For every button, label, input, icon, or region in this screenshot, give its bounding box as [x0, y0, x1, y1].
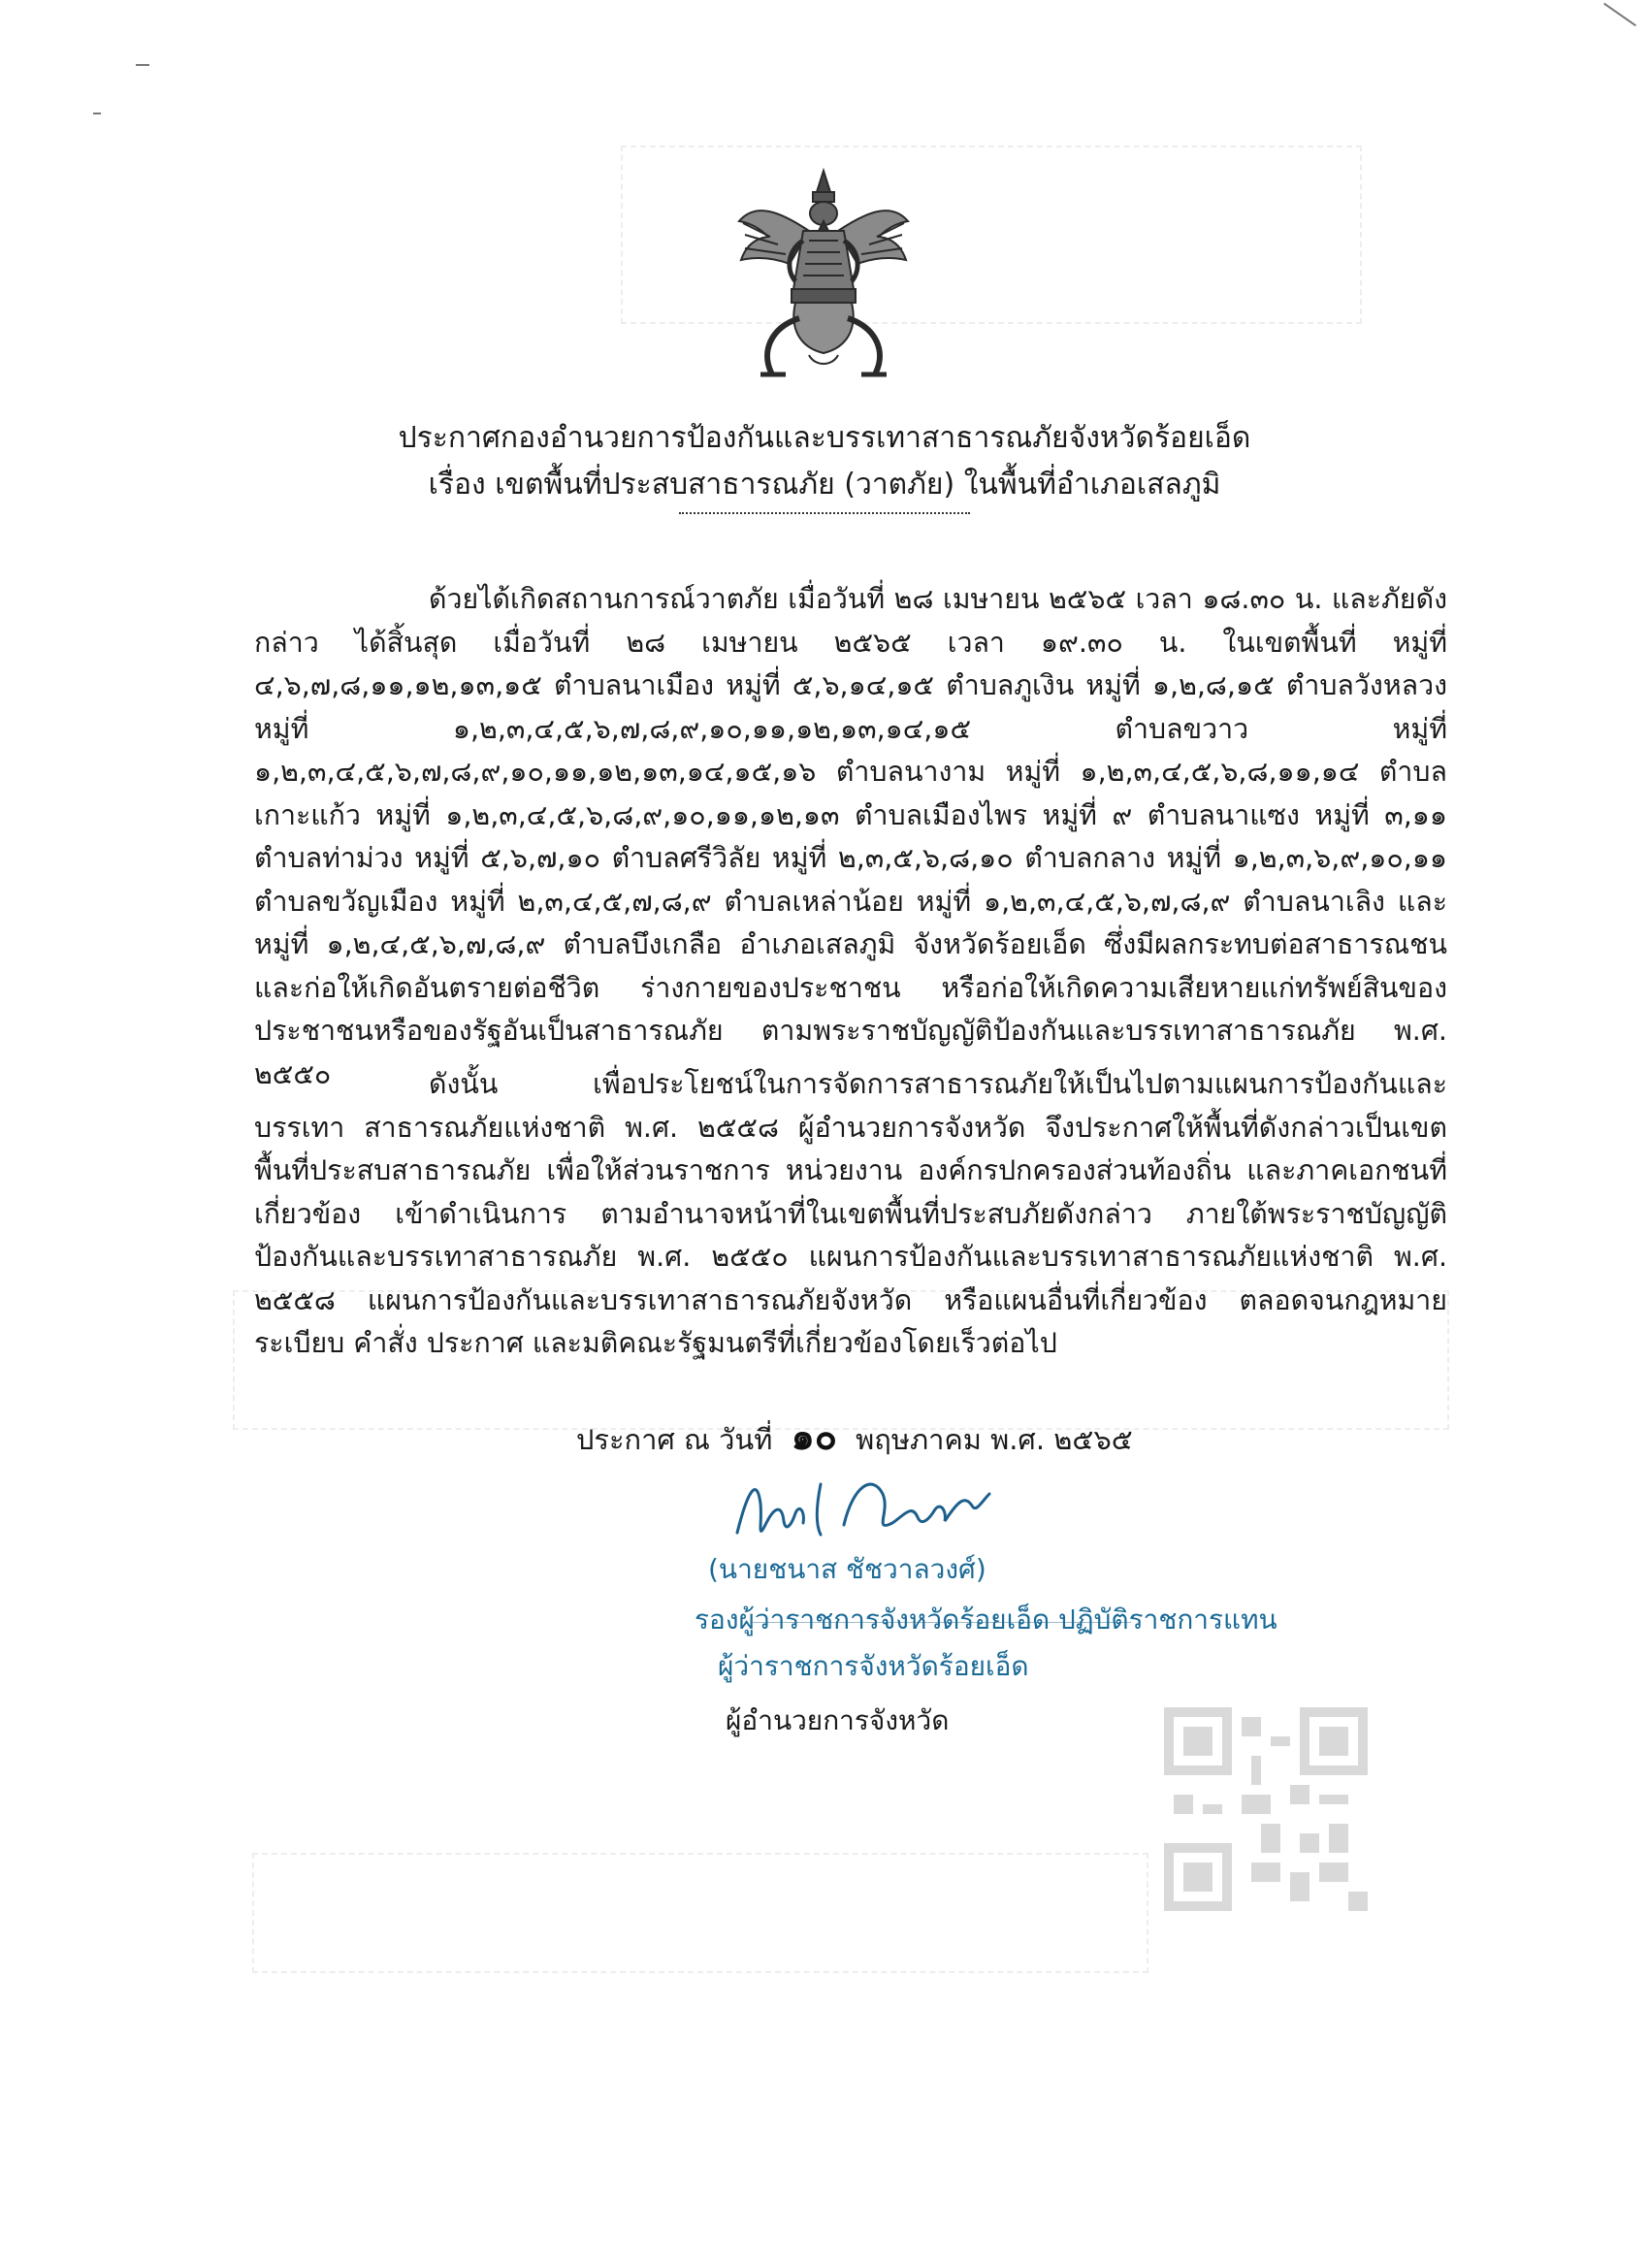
announcement-subject: เรื่อง เขตพื้นที่ประสบสาธารณภัย (วาตภัย) ในพื้นที่อำเภอเสลภูมิ	[428, 468, 1221, 502]
signatory-position-line3: ผู้อำนวยการจังหวัด	[726, 1704, 950, 1736]
scan-mark	[1603, 3, 1636, 27]
scan-mark	[136, 64, 149, 66]
paragraph-declaration: ดังนั้น เพื่อประโยชน์ในการจัดการสาธารณภัยให้เป็นไปตามแผนการป้องกันและบรรเทา สาธารณภัยแห่งชาติ พ.ศ. ๒๕๕๘ ผู้อำนวยการจังหวัด จึงประกาศให้พื้นที่ดังกล่าวเป็นเขตพื้นที่ประสบสาธารณภัย เพื่อให้ส่วนราชการ หน่วยงาน องค์กรปกครองส่วนท้องถิ่น และภาคเอกชนที่เกี่ยวข้อง เข้าดำเนินการ ตามอำนาจหน้าที่ในเขตพื้นที่ประสบภัยดังกล่าว ภายใต้พระราชบัญญัติป้องกันและบรรเทาสาธารณภัย พ.ศ. ๒๕๕๐ แผนการป้องกันและบรรเทาสาธารณภัยแห่งชาติ พ.ศ. ๒๕๕๘ แผนการป้องกันและบรรเทาสาธารณภัยจังหวัด หรือแผนอื่นที่เกี่ยวข้อง ตลอดจนกฎหมาย ระเบียบ คำสั่ง ประกาศ และมติคณะรัฐมนตรีที่เกี่ยวข้องโดยเร็วต่อไป	[254, 1068, 1447, 1359]
title-divider	[679, 512, 970, 514]
handwritten-signature	[728, 1465, 999, 1552]
date-prefix: ประกาศ ณ วันที่	[576, 1423, 773, 1456]
scan-mark	[93, 113, 101, 114]
garuda-emblem-icon	[731, 163, 916, 386]
announcement-title: ประกาศกองอำนวยการป้องกันและบรรเทาสาธารณภัยจังหวัดร้อยเอ็ด	[398, 421, 1251, 455]
signatory-position-line2: ผู้ว่าราชการจังหวัดร้อยเอ็ด	[718, 1650, 1029, 1682]
signatory-position-line1: รองผู้ว่าราชการจังหวัดร้อยเอ็ด ปฏิบัติราชการแทน	[695, 1604, 1277, 1636]
announcement-date	[576, 1407, 1133, 1466]
date-suffix: พฤษภาคม พ.ศ. ๒๕๖๕	[856, 1423, 1133, 1456]
date-day: ๑๐	[791, 1415, 837, 1458]
paragraph-incident: ด้วยได้เกิดสถานการณ์วาตภัย เมื่อวันที่ ๒๘ เมษายน ๒๕๖๕ เวลา ๑๘.๓๐ น. และภัยดังกล่าว ได้สิ้นสุด เมื่อวันที่ ๒๘ เมษายน ๒๕๖๕ เวลา ๑๙.๓๐ น. ในเขตพื้นที่ หมู่ที่ ๔,๖,๗,๘,๑๑,๑๒,๑๓,๑๕ ตำบลนาเมือง หมู่ที่ ๕,๖,๑๔,๑๕ ตำบลภูเงิน หมู่ที่ ๑,๒,๘,๑๕ ตำบลวังหลวง หมู่ที่ ๑,๒,๓,๔,๕,๖,๗,๘,๙,๑๐,๑๑,๑๒,๑๓,๑๔,๑๕ ตำบลขวาว หมู่ที่ ๑,๒,๓,๔,๕,๖,๗,๘,๙,๑๐,๑๑,๑๒,๑๓,๑๔,๑๕,๑๖ ตำบลนางาม หมู่ที่ ๑,๒,๓,๔,๕,๖,๘,๑๑,๑๔ ตำบลเกาะแก้ว หมู่ที่ ๑,๒,๓,๔,๕,๖,๘,๙,๑๐,๑๑,๑๒,๑๓ ตำบลเมืองไพร หมู่ที่ ๙ ตำบลนาแซง หมู่ที่ ๓,๑๑ ตำบลท่าม่วง หมู่ที่ ๕,๖,๗,๑๐ ตำบลศรีวิลัย หมู่ที่ ๒,๓,๕,๖,๘,๑๐ ตำบลกลาง หมู่ที่ ๑,๒,๓,๖,๙,๑๐,๑๑ ตำบลขวัญเมือง หมู่ที่ ๒,๓,๔,๕,๗,๘,๙ ตำบลเหล่าน้อย หมู่ที่ ๑,๒,๓,๔,๕,๖,๗,๘,๙ ตำบลนาเลิง และ หมู่ที่ ๑,๒,๔,๕,๖,๗,๘,๙ ตำบลบึงเกลือ อำเภอเสลภูมิ จังหวัดร้อยเอ็ด ซึ่งมีผลกระทบต่อสาธารณชนและก่อให้เกิดอันตรายต่อชีวิต ร่างกายของประชาชน หรือก่อให้เกิดความเสียหายแก่ทรัพย์สินของประชาชนหรือของรัฐอันเป็นสาธารณภัย ตามพระราชบัญญัติป้องกันและบรรเทาสาธารณภัย พ.ศ. ๒๕๕๐	[254, 583, 1447, 1090]
signatory-name: (นายชนาส ชัชวาลวงศ์)	[708, 1553, 986, 1585]
bleed-through-block	[252, 1853, 1148, 1973]
qr-code-icon	[1164, 1707, 1368, 1911]
